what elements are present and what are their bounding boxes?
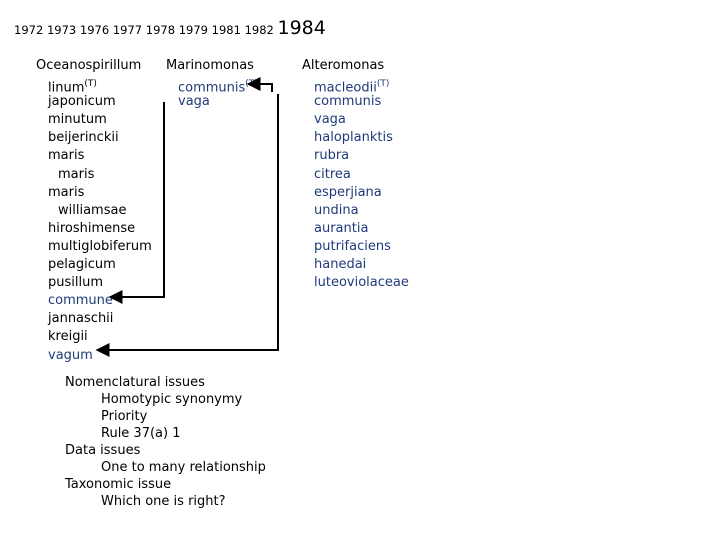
species-item: beijerinckii — [48, 130, 119, 146]
species-item: multiglobiferum — [48, 238, 152, 254]
year-label: 1977 — [112, 23, 143, 37]
genus-name: Oceanospirillum — [36, 58, 142, 73]
species-item: vaga — [178, 94, 210, 110]
note-heading: Nomenclatural issues — [65, 375, 205, 390]
year-label: 1978 — [145, 23, 176, 37]
note-item: Homotypic synonymy — [101, 392, 243, 407]
genus-name: Marinomonas — [166, 58, 254, 73]
year-label: 1972 — [14, 23, 44, 37]
species-item: aurantia — [314, 220, 369, 236]
species-item: vagum — [48, 347, 93, 363]
species-item: haloplanktis — [314, 130, 393, 146]
arrow-vaga-to-vagum — [97, 94, 278, 350]
species-item: putrifaciens — [314, 238, 391, 254]
year-label: 1982 — [244, 23, 274, 37]
type-mark: (T) — [376, 79, 390, 90]
note-item: Priority — [101, 409, 148, 424]
species-item: pusillum — [48, 275, 104, 291]
species-item: citrea — [314, 166, 351, 182]
note-item: Rule 37(a) 1 — [101, 426, 181, 441]
species-item: commune — [48, 293, 113, 309]
year-label: 1979 — [178, 23, 208, 37]
species-item: luteoviolaceae — [314, 275, 409, 291]
species-item: pelagicum — [48, 257, 116, 273]
genus-name: Alteromonas — [302, 58, 385, 73]
species-item: jannaschii — [48, 311, 114, 327]
species-item: kreigii — [48, 329, 88, 345]
species-item: communis$^{(T)}$ — [178, 79, 258, 96]
species-item: communis — [314, 94, 382, 110]
species-item: minutum — [48, 112, 107, 128]
species-item: undina — [314, 202, 359, 218]
species-item: rubra — [314, 148, 350, 164]
year-label: 1981 — [211, 23, 241, 37]
note-item: Which one is right? — [101, 494, 226, 509]
note-heading: Data issues — [65, 443, 141, 458]
species-item: maris — [48, 184, 85, 200]
year-label: 1973 — [46, 23, 77, 37]
species-item: hanedai — [314, 257, 367, 273]
note-item: One to many relationship — [101, 460, 266, 475]
species-item: williamsae — [58, 202, 127, 218]
note-heading: Taxonomic issue — [65, 477, 172, 492]
species-item: linum$^{(T)}$ — [48, 79, 97, 96]
species-item: maris — [48, 148, 85, 164]
year-label: 1976 — [79, 23, 110, 37]
type-mark: (T) — [245, 79, 258, 90]
year-label-highlight: 1984 — [277, 17, 326, 39]
type-mark: (T) — [84, 79, 97, 90]
species-item: vaga — [314, 112, 346, 128]
species-item: esperjiana — [314, 184, 382, 200]
species-item: maris — [58, 166, 95, 182]
species-item: japonicum — [48, 94, 116, 110]
species-item: macleodii$^{(T)}$ — [314, 79, 390, 96]
arrow-communis-to-marinomonas — [248, 84, 272, 92]
species-item: hiroshimense — [48, 220, 136, 236]
issues-notes — [65, 374, 266, 510]
arrow-vaga-to-commune — [110, 102, 164, 297]
